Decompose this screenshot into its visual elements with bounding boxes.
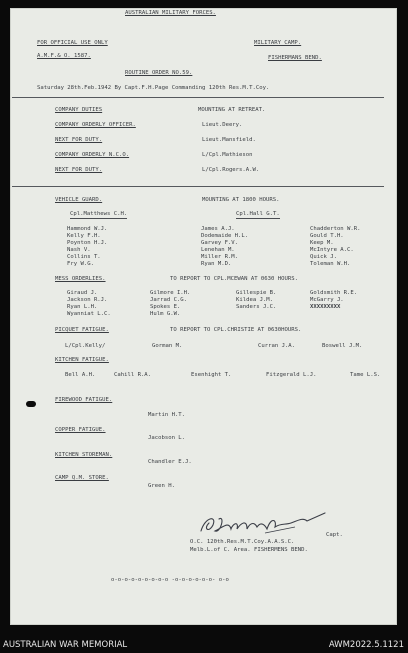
guard-name: Hammond W.J. <box>67 226 108 232</box>
kitchen-storeman-heading: KITCHEN STOREMAN. <box>55 452 113 458</box>
mess-name: Hulm G.W. <box>150 311 181 317</box>
divider <box>12 186 384 187</box>
camp-place: FISHERMANS BEND. <box>268 55 322 61</box>
guard-name: Dodemaide H.L. <box>201 233 249 239</box>
mess-name: Goldsmith R.E. <box>310 290 358 296</box>
guard-name: Collins T. <box>67 254 101 260</box>
mess-name: Jackson R.J. <box>67 297 108 303</box>
guard-name: Toleman W.H. <box>310 261 351 267</box>
duty-role: COMPANY ORDERLY N.C.O. <box>55 152 130 158</box>
punch-hole <box>26 401 36 407</box>
mess-name: Gillespie B. <box>236 290 277 296</box>
kitchen-name: Bell A.H. <box>65 372 96 378</box>
camp-qm-store-heading: CAMP Q.M. STORE. <box>55 475 109 481</box>
picquet-name: Boswell J.M. <box>322 343 363 349</box>
duty-role: NEXT FOR DUTY. <box>55 137 103 143</box>
signature-rank: Capt. <box>326 532 343 538</box>
mess-orderlies-heading: MESS ORDERLIES. <box>55 276 106 282</box>
firewood-fatigue-heading: FIREWOOD FATIGUE. <box>55 397 113 403</box>
vehicle-guard-heading: VEHICLE GUARD. <box>55 197 103 203</box>
corporal-one: Cpl.Matthews C.H. <box>70 211 128 217</box>
document-page <box>10 8 397 625</box>
footer-source: AUSTRALIAN WAR MEMORIAL <box>3 640 128 650</box>
mess-name: Spokes E. <box>150 304 181 310</box>
guard-name: Nash V. <box>67 247 91 253</box>
guard-name: McIntyre A.C. <box>310 247 354 253</box>
duty-name: L/Cpl.Rogers.A.W. <box>202 167 260 173</box>
guard-name: Lenehan M. <box>201 247 235 253</box>
corporal-two: Cpl.Hall G.T. <box>236 211 280 217</box>
picquet-name: Curran J.A. <box>258 343 296 349</box>
duty-role: COMPANY ORDERLY OFFICER. <box>55 122 136 128</box>
picquet-name: L/Cpl.Kelly/ <box>65 343 106 349</box>
guard-name: James A.J. <box>201 226 235 232</box>
duty-name: L/Cpl.Mathieson <box>202 152 253 158</box>
kitchen-fatigue-heading: KITCHEN FATIGUE. <box>55 357 109 363</box>
mess-name: McGarry J. <box>310 297 344 303</box>
mess-name: Giraud J. <box>67 290 98 296</box>
picquet-name: Gorman M. <box>152 343 183 349</box>
mess-report: TO REPORT TO CPL.MCEWAN AT 0630 HOURS. <box>170 276 298 282</box>
guard-name: Kelly F.H. <box>67 233 101 239</box>
camp-label: MILITARY CAMP. <box>254 40 302 46</box>
kitchen-name: Esenhight T. <box>191 372 232 378</box>
divider <box>12 97 384 98</box>
order-title: ROUTINE ORDER NO.59. <box>125 70 193 76</box>
firewood-name: Martin H.T. <box>148 412 186 418</box>
date-line: Saturday 28th.Feb.1942 By Capt.F.H.Page Commanding 120th Res.M.T.Coy. <box>37 85 270 91</box>
picquet-fatigue-heading: PICQUET FATIGUE. <box>55 327 109 333</box>
guard-name: Ryan M.D. <box>201 261 232 267</box>
guard-name: Garvey F.V. <box>201 240 239 246</box>
copper-fatigue-heading: COPPER FATIGUE. <box>55 427 106 433</box>
copper-name: Jacobson L. <box>148 435 186 441</box>
footer-id: AWM2022.5.1121 <box>328 640 404 650</box>
mess-name: Kildea J.M. <box>236 297 274 303</box>
duty-role: NEXT FOR DUTY. <box>55 167 103 173</box>
vehicle-guard-mounting: MOUNTING AT 1800 HOURS. <box>202 197 280 203</box>
end-rule: o-o-o-o-o-o-o-o-o -o-o-o-o-o-o- o-o <box>111 577 229 583</box>
kitchen-name: Fitzgerald L.J. <box>266 372 317 378</box>
handwritten-signature <box>195 511 330 539</box>
mess-name: Jarrad C.G. <box>150 297 188 303</box>
company-duties-heading: COMPANY DUTIES <box>55 107 103 113</box>
signature-line2: Melb.L.of C. Area. FISHERMENS BEND. <box>190 547 308 553</box>
mess-name: Ryan L.H. <box>67 304 98 310</box>
guard-name: Keep M. <box>310 240 334 246</box>
kitchen-name: Tame L.S. <box>350 372 381 378</box>
org-heading: AUSTRALIAN MILITARY FORCES. <box>125 10 216 16</box>
guard-name: Quick J. <box>310 254 337 260</box>
guard-name: Gould T.H. <box>310 233 344 239</box>
duty-name: Lieut.Deery. <box>202 122 243 128</box>
mess-name: Wyanniat L.C. <box>67 311 111 317</box>
mess-name-struck: XXXXXXXXX <box>310 304 341 310</box>
qm-name: Green H. <box>148 483 175 489</box>
duty-name: Lieut.Mansfield. <box>202 137 256 143</box>
archive-footer <box>0 637 408 653</box>
guard-name: Poynton H.J. <box>67 240 108 246</box>
picquet-report: TO REPORT TO CPL.CHRISTIE AT 0630HOURS. <box>170 327 302 333</box>
storeman-name: Chandler E.J. <box>148 459 192 465</box>
mess-name: Sanders J.C. <box>236 304 277 310</box>
guard-name: Fry W.G. <box>67 261 94 267</box>
kitchen-name: Cahill R.A. <box>114 372 152 378</box>
guard-name: Miller R.M. <box>201 254 239 260</box>
official-use: FOR OFFICIAL USE ONLY <box>37 40 108 46</box>
reference-number: A.M.F.& O. 1587. <box>37 53 91 59</box>
mounting-retreat: MOUNTING AT RETREAT. <box>198 107 266 113</box>
guard-name: Chadderton W.R. <box>310 226 361 232</box>
signature-line1: O.C. 120th.Res.M.T.Coy.A.A.S.C. <box>190 539 295 545</box>
mess-name: Gilmore I.H. <box>150 290 191 296</box>
